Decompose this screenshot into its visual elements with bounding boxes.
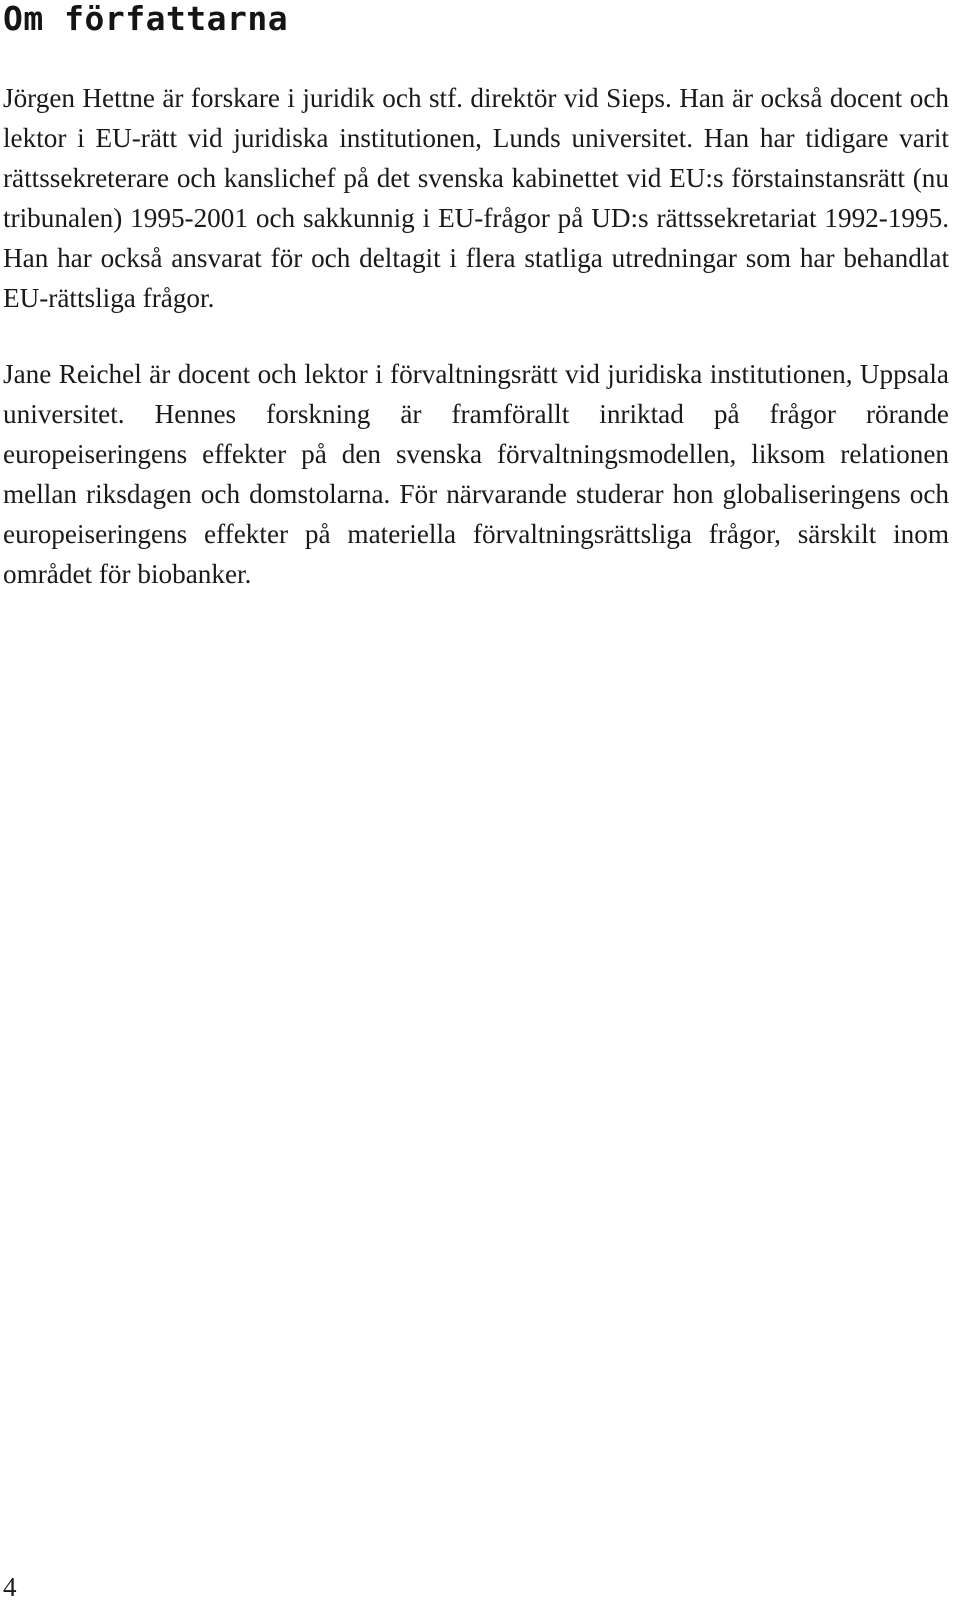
author-bio-reichel: Jane Reichel är docent och lektor i förvaltningsrätt vid juridiska institutionen, Uppsala universitet. Hennes forskning är framförallt inriktad på frågor rörande europeiseringens effekter på den svenska förvaltningsmodellen, liksom relationen mellan riksdagen och domstolarna. För närvarande studerar hon globaliseringens och europeiseringens effekter på materiella förvaltningsrättsliga frågor, särskilt inom området för biobanker. [3,359,949,589]
author-bio-hettne: Jörgen Hettne är forskare i juridik och stf. direktör vid Sieps. Han är också docent och lektor i EU-rätt vid juridiska institutionen, Lunds universitet. Han har tidigare varit rättssekreterare och kanslichef på det svenska kabinettet vid EU:s förstainstansrätt (nu tribunalen) 1995-2001 och sakkunnig i EU-frågor på UD:s rättssekretariat 1992-1995. Han har också ansvarat för och deltagit i flera statliga utredningar som har behandlat EU-rättsliga frågor. [3,83,949,313]
page-number: 4 [3,1572,17,1602]
page-title: Om författarna [3,0,289,38]
